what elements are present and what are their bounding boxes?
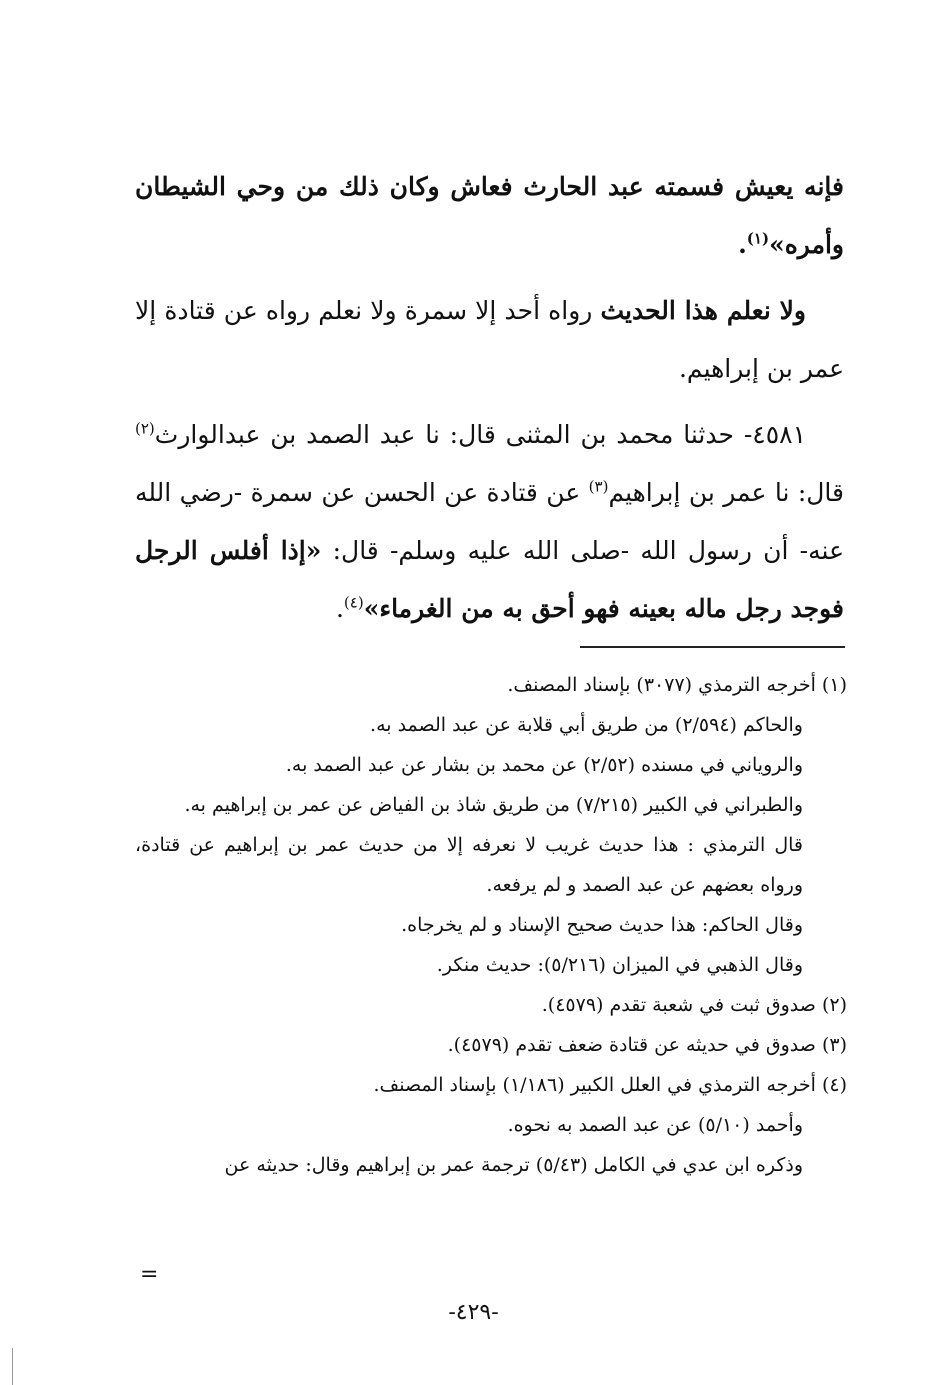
hadith-end-text: فإنه يعيش فسمته عبد الحارث فعاش وكان ذلك من وحي الشيطان وأمره» [135,172,844,259]
footnote-line: (٢) صدوق ثبت في شعبة تقدم (٤٥٧٩). [541,994,847,1016]
paragraph-commentary [135,282,844,398]
commentary-rest: رواه أحد إلا سمرة ولا نعلم رواه عن قتادة إلا عمر بن إبراهيم. [135,296,844,383]
footnote-marker-1: (١) [746,229,770,248]
footnote-line: (٣) صدوق في حديثه عن قتادة ضعف تقدم (٤٥٧٩). [447,1034,847,1056]
footnote-marker-4: (٤) [343,593,364,612]
footnote-line: وقال الحاكم: هذا حديث صحيح الإسناد و لم يخرجاه. [401,914,803,936]
footnote-line: قال الترمذي : هذا حديث غريب لا نعرفه إلا من حديث عمر بن إبراهيم عن قتادة، ورواه بعضهم عن عبد الصمد و لم يرفعه. [135,834,803,896]
main-text [135,158,844,646]
isnad-part-b: قال: نا عمر بن إبراهيم [608,478,844,507]
footnote-line: (١) أخرجه الترمذي (٣٠٧٧) بإسناد المصنف. [507,674,847,696]
footnotes [135,665,847,1185]
footnote-marker-2: (٢) [135,419,155,438]
isnad-part-c: عن قتادة عن الحسن عن سمرة -رضي الله عنه- أن رسول الله -صلى الله عليه وسلم- قال: [135,478,844,565]
footnote-line: والحاكم (٢/٥٩٤) من طريق أبي قلابة عن عبد الصمد به. [370,714,803,736]
paragraph-hadith-end [135,158,844,274]
period: . [738,230,747,259]
period: . [335,594,344,623]
matn-text: «إذا أفلس الرجل فوجد رجل ماله بعينه فهو أحق به من الغرماء» [135,536,844,623]
continuation-mark: = [140,1262,159,1287]
commentary-lead: ولا نعلم هذا الحديث [600,296,806,325]
isnad-part-a: ٤٥٨١- حدثنا محمد بن المثنى قال: نا عبد الصمد بن عبدالوارث [154,420,806,449]
footnote-marker-3: (٣) [588,477,609,496]
footnote-line: (٤) أخرجه الترمذي في العلل الكبير (١/١٨٦) بإسناد المصنف. [373,1074,847,1096]
scan-edge-line [12,1348,13,1385]
footnote-line: والروياني في مسنده (٢/٥٢) عن محمد بن بشار عن عبد الصمد به. [285,754,803,776]
footnote-separator [580,646,845,648]
footnote-line: وأحمد (٥/١٠) عن عبد الصمد به نحوه. [507,1114,803,1136]
footnote-line: وذكره ابن عدي في الكامل (٥/٤٣) ترجمة عمر بن إبراهيم وقال: حديثه عن [224,1154,803,1176]
footnote-line: وقال الذهبي في الميزان (٥/٢١٦): حديث منكر. [436,954,803,976]
page-number: -٤٢٩- [448,1300,499,1325]
paragraph-hadith-4581 [135,406,844,638]
footnote-line: والطبراني في الكبير (٧/٢١٥) من طريق شاذ بن الفياض عن عمر بن إبراهيم به. [184,794,803,816]
